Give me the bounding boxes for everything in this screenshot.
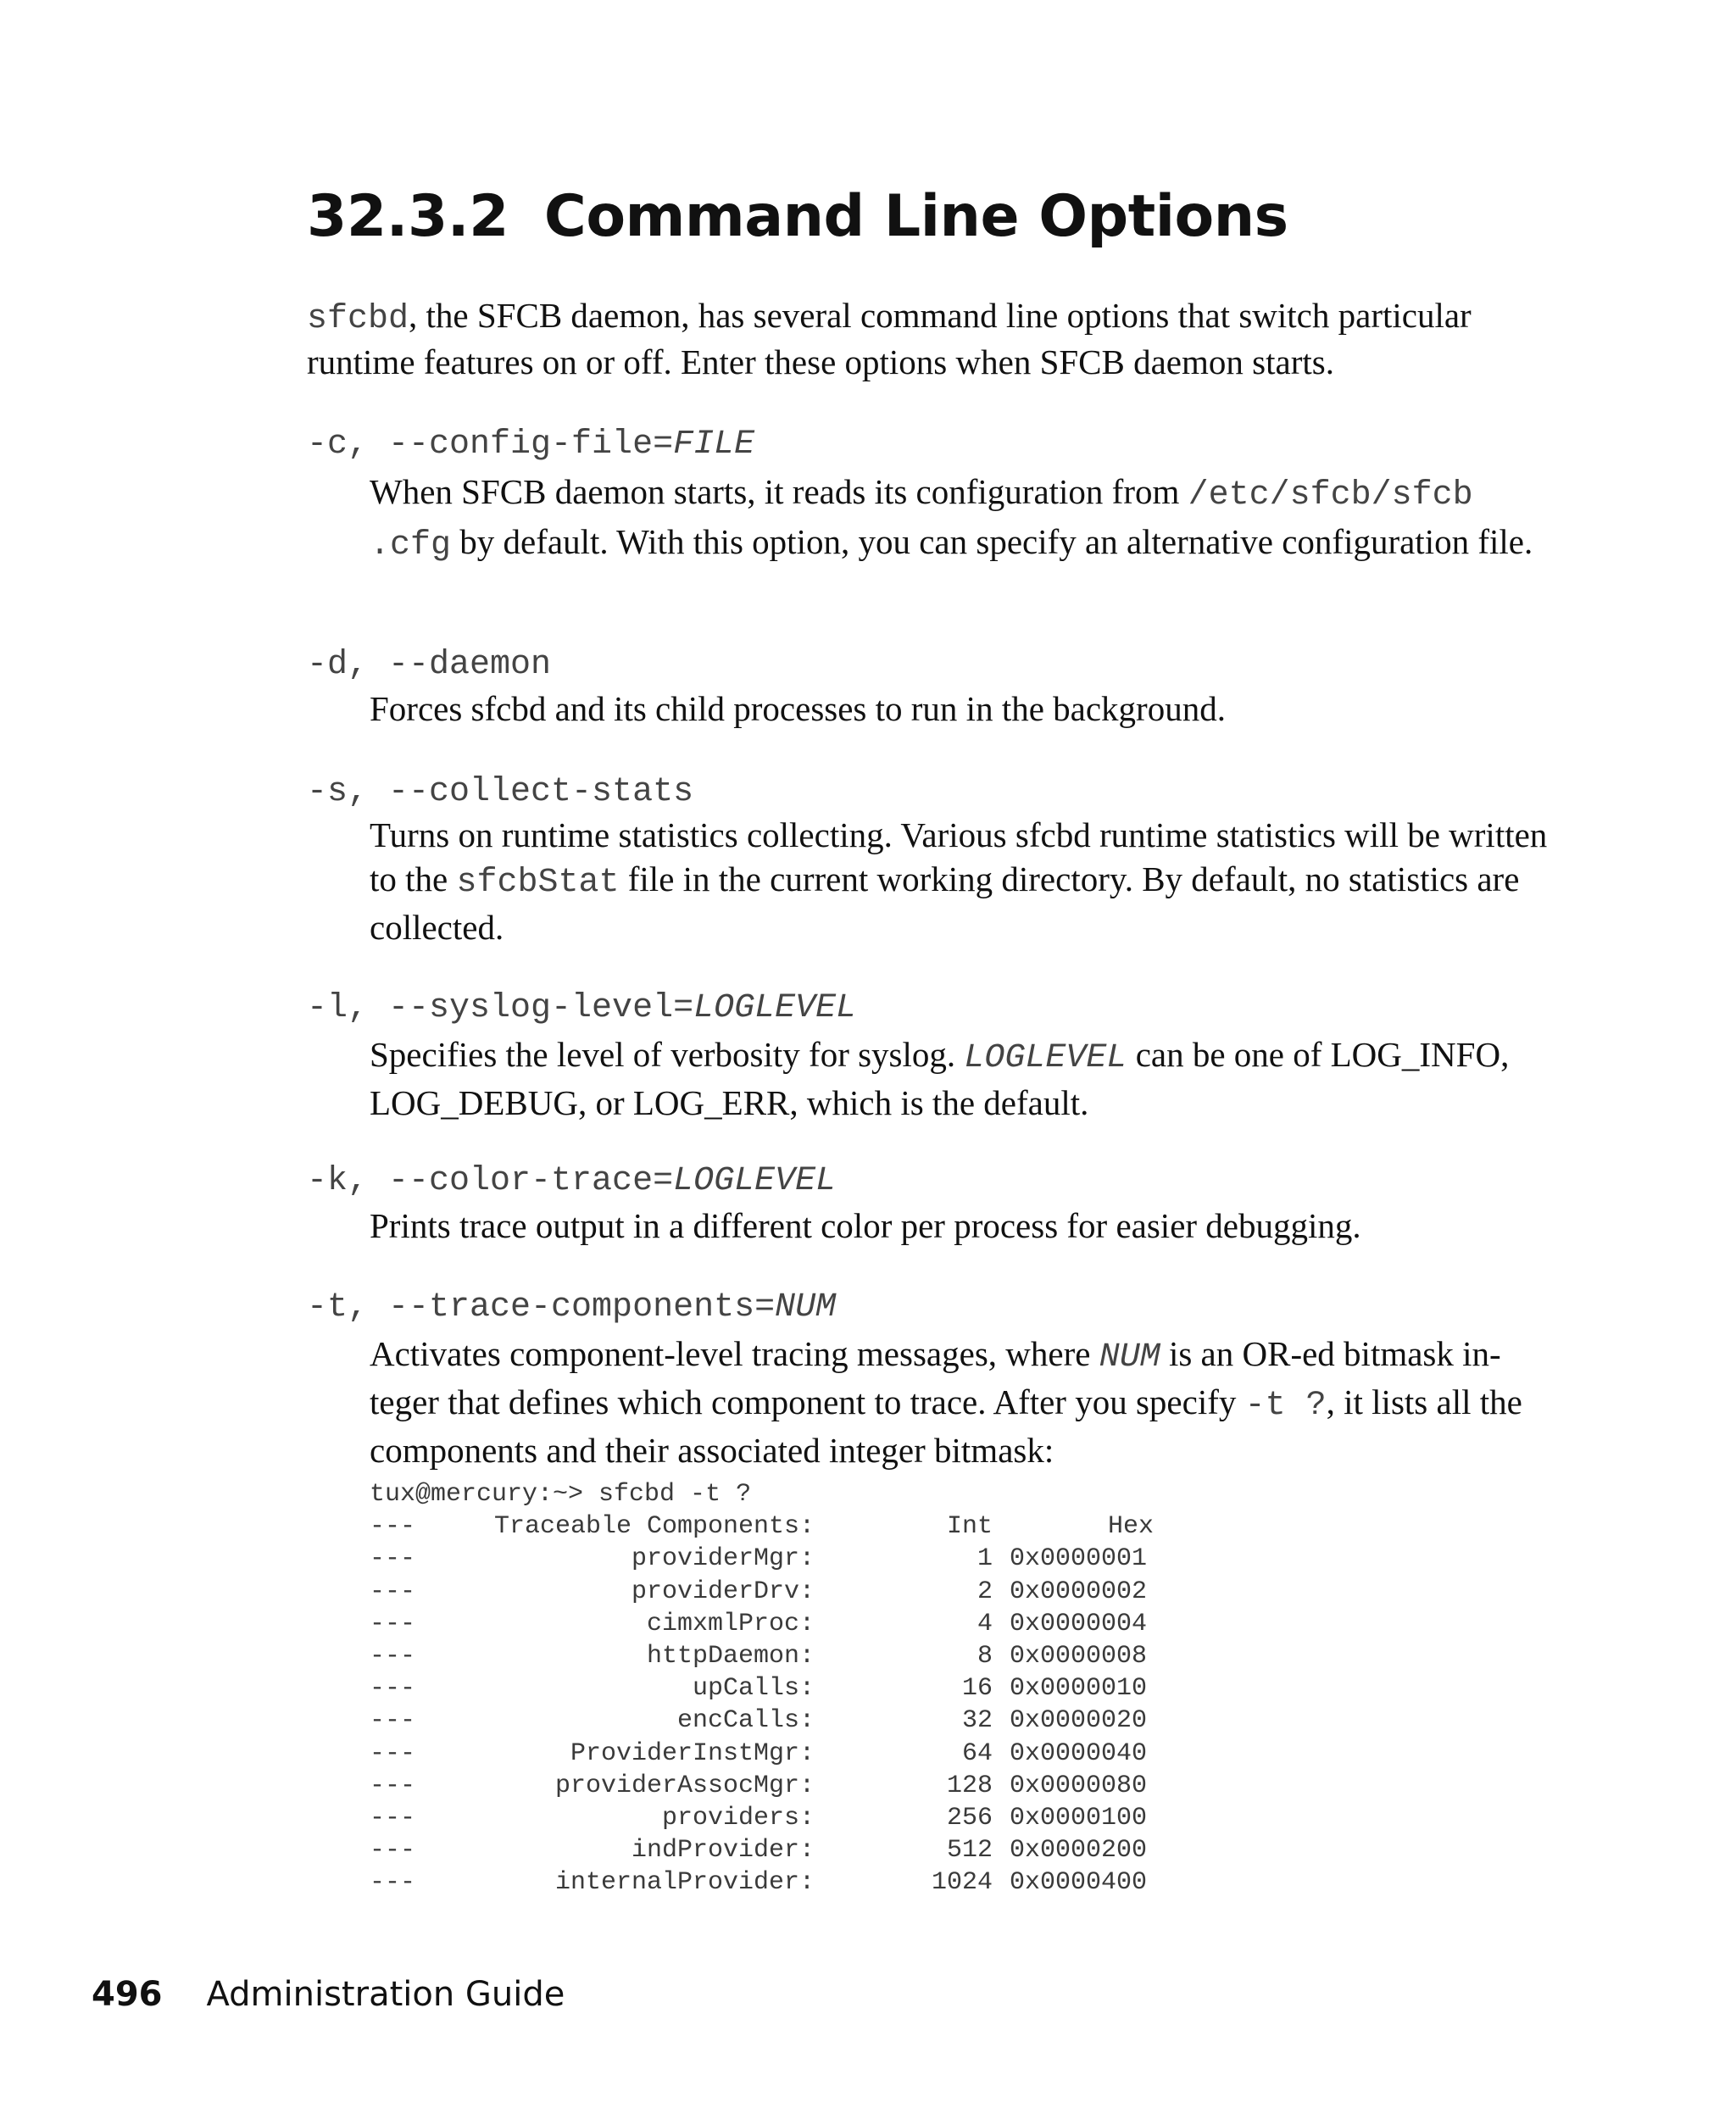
option-t-description <box>370 1332 1548 1473</box>
option-s-text-b: file in the current working directory. By default, no statistics are collected. <box>370 859 1520 947</box>
code-int: 128 <box>946 1771 993 1800</box>
option-t-code: -t ? <box>1244 1387 1327 1425</box>
option-t-text-c: , it lists all the components and their associated integer bitmask: <box>370 1382 1522 1470</box>
code-dash: --- <box>370 1771 416 1800</box>
code-int: 2 <box>976 1577 993 1606</box>
code-int: 64 <box>961 1738 993 1768</box>
code-dash: --- <box>370 1674 416 1704</box>
code-int: 4 <box>976 1609 993 1638</box>
option-l-text-a: Specifies the level of verbosity for syslog. <box>370 1035 965 1074</box>
section-number: 32.3.2 <box>307 183 509 250</box>
option-k-term <box>307 1160 836 1203</box>
code-row <box>370 1576 1154 1608</box>
code-hex: 0x0000100 <box>1010 1803 1148 1833</box>
option-d-description: Forces sfcbd and its child processes to run in the background. <box>370 689 1226 728</box>
code-dash: --- <box>370 1836 416 1866</box>
code-dash: --- <box>370 1706 416 1736</box>
code-dash: --- <box>370 1609 416 1638</box>
code-header-int: Int <box>946 1512 993 1542</box>
page-number: 496 <box>92 1975 163 2014</box>
code-row <box>370 1866 1154 1899</box>
code-component: upCalls: <box>692 1674 815 1704</box>
code-row <box>370 1608 1154 1640</box>
code-hex: 0x0000020 <box>1010 1706 1148 1736</box>
code-header-row <box>370 1510 1154 1543</box>
option-k-description: Prints trace output in a different color per process for easier debugging. <box>370 1206 1361 1245</box>
code-row <box>370 1543 1154 1575</box>
option-l-flag: -l, --syslog-level= <box>307 989 694 1027</box>
option-c-flag: -c, --config-file= <box>307 425 674 464</box>
code-row <box>370 1640 1154 1672</box>
option-d-term <box>307 644 551 687</box>
code-component: internalProvider: <box>554 1868 815 1898</box>
code-row <box>370 1672 1154 1705</box>
code-component: cimxmlProc: <box>646 1609 815 1638</box>
code-dash: --- <box>370 1641 416 1671</box>
option-c-text-b: by default. With this option, you can specify an alternative configuration file. <box>451 522 1533 561</box>
code-dash: --- <box>370 1868 416 1898</box>
code-hex: 0x0000400 <box>1010 1868 1148 1898</box>
code-row <box>370 1834 1154 1866</box>
option-c-path-a: /etc/sfcb/sfcb <box>1188 476 1473 514</box>
code-header-hex: Hex <box>1107 1512 1154 1542</box>
option-t-flag: -t, --trace-components= <box>307 1288 776 1327</box>
code-int: 256 <box>946 1803 993 1833</box>
option-c-term <box>307 424 754 466</box>
code-hex: 0x0000004 <box>1010 1609 1148 1638</box>
option-t-text-a: Activates component-level tracing messages, where <box>370 1334 1099 1373</box>
code-hex: 0x0000002 <box>1010 1577 1148 1606</box>
code-component: providers: <box>661 1803 815 1833</box>
option-c-arg: FILE <box>673 425 755 464</box>
intro-text: , the SFCB daemon, has several command line options that switch particular runtime features on or off. Enter these options when SFCB daemon starts. <box>307 296 1472 381</box>
option-l-arg2: LOGLEVEL <box>964 1039 1127 1077</box>
code-component: indProvider: <box>631 1836 815 1866</box>
code-dash: --- <box>370 1577 416 1606</box>
option-s-text-a: Turns on runtime statistics collecting. Various sfcbd runtime statistics will be written to the <box>370 815 1548 898</box>
intro-command: sfcbd <box>307 300 409 338</box>
code-prompt: tux@mercury:~> sfcbd -t ? <box>370 1480 752 1509</box>
option-l-term <box>307 987 856 1030</box>
code-dash: --- <box>370 1544 416 1574</box>
code-hex: 0x0000008 <box>1010 1641 1148 1671</box>
code-component: encCalls: <box>676 1706 815 1736</box>
code-block <box>370 1478 1154 1899</box>
code-int: 512 <box>946 1836 993 1866</box>
code-dash: --- <box>370 1803 416 1833</box>
option-s-term <box>307 771 693 814</box>
book-title: Administration Guide <box>206 1975 565 2014</box>
option-s-flag: -s, --collect-stats <box>307 773 694 811</box>
section-heading <box>307 182 1288 252</box>
option-s-description <box>370 813 1548 949</box>
intro-paragraph <box>307 294 1544 384</box>
code-hex: 0x0000010 <box>1010 1674 1148 1704</box>
code-row <box>370 1738 1154 1770</box>
option-l-text-b: can be one of LOG_INFO, LOG_DEBUG, or LOG_ERR, which is the default. <box>370 1035 1510 1122</box>
option-l-arg: LOGLEVEL <box>693 989 857 1027</box>
code-int: 16 <box>961 1674 993 1704</box>
code-row <box>370 1705 1154 1737</box>
code-component: httpDaemon: <box>646 1641 815 1671</box>
option-s-file: sfcbStat <box>456 864 620 902</box>
option-c-path-b: .cfg <box>370 526 452 565</box>
code-int: 1 <box>976 1544 993 1574</box>
code-hex: 0x0000001 <box>1010 1544 1148 1574</box>
option-d-flag: -d, --daemon <box>307 646 552 684</box>
code-hex: 0x0000040 <box>1010 1738 1148 1768</box>
option-t-arg: NUM <box>775 1288 837 1327</box>
code-row <box>370 1802 1154 1834</box>
code-row <box>370 1770 1154 1802</box>
page-footer <box>92 1973 565 2016</box>
code-int: 32 <box>961 1706 993 1736</box>
code-dash: --- <box>370 1738 416 1768</box>
code-component: providerAssocMgr: <box>554 1771 815 1800</box>
option-t-arg2: NUM <box>1099 1338 1160 1377</box>
section-title: Command Line Options <box>543 183 1288 250</box>
option-k-flag: -k, --color-trace= <box>307 1162 674 1200</box>
code-int: 8 <box>976 1641 993 1671</box>
code-hex: 0x0000200 <box>1010 1836 1148 1866</box>
option-k-arg: LOGLEVEL <box>673 1162 837 1200</box>
code-hex: 0x0000080 <box>1010 1771 1148 1800</box>
code-component: ProviderInstMgr: <box>570 1738 815 1768</box>
code-component: providerDrv: <box>631 1577 815 1606</box>
code-component: providerMgr: <box>631 1544 815 1574</box>
option-c-description <box>370 469 1548 569</box>
option-l-description <box>370 1032 1548 1125</box>
code-int: 1024 <box>931 1868 993 1898</box>
code-dash: --- <box>370 1512 416 1542</box>
code-header-component: Traceable Components: <box>493 1512 815 1542</box>
option-t-term <box>307 1287 836 1329</box>
option-t-text-b: is an OR-ed bitmask integer that defines which component to trace. After you specify <box>370 1334 1501 1421</box>
option-c-text-a: When SFCB daemon starts, it reads its configuration from <box>370 472 1188 511</box>
